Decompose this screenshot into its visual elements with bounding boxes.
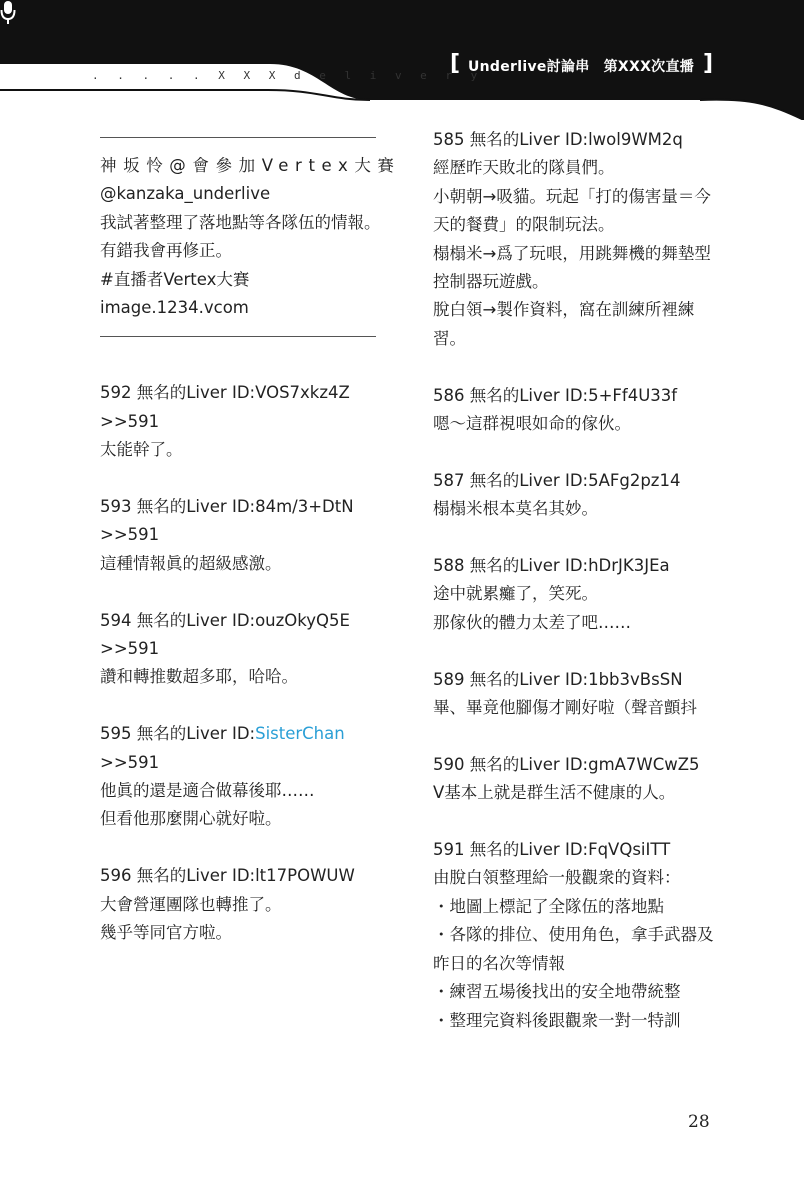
post-line: 太能幹了。 <box>100 440 183 460</box>
embedded-tweet <box>100 152 401 322</box>
banner-title <box>468 56 694 76</box>
right-column <box>433 126 723 1035</box>
tweet-image-link: image.1234.vcom <box>100 298 249 318</box>
tweet-author-name: 神坂怜@會參加Vertex大賽 <box>100 156 401 175</box>
left-column <box>100 126 401 948</box>
post-line: 榻榻米根本莫名其妙。 <box>433 499 598 519</box>
post-line: 由脫白領整理給一般觀衆的資料： <box>433 868 681 888</box>
tweet-hashtag: #直播者Vertex大賽 <box>100 269 250 289</box>
forum-post <box>433 666 723 723</box>
post-line: 大會營運團隊也轉推了。 <box>100 894 282 914</box>
tweet-author-handle: @kanzaka_underlive <box>100 184 271 204</box>
post-header: 596 無名的Liver ID:lt17POWUW <box>100 866 355 886</box>
forum-post <box>433 751 723 808</box>
banner-stream-number: 第XXX次直播 <box>603 59 695 75</box>
post-line: 讚和轉推數超多耶，哈哈。 <box>100 667 298 687</box>
post-list-item: ・地圖上標記了全隊伍的落地點 <box>433 896 664 916</box>
post-header: 588 無名的Liver ID:hDrJK3JEa <box>433 556 670 576</box>
tweet-line: 我試著整理了落地點等各隊伍的情報。 <box>100 212 381 232</box>
post-reply-ref: >>591 <box>100 411 160 431</box>
post-line: 脫白領→製作資料，窩在訓練所裡練習。 <box>433 300 695 348</box>
post-header: 592 無名的Liver ID:VOS7xkz4Z <box>100 383 350 403</box>
post-list-item: ・練習五場後找出的安全地帶統整 <box>433 982 681 1002</box>
post-line: 畢、畢竟他腳傷才剛好啦（聲音顫抖 <box>433 698 697 718</box>
post-line: 小朝朝→吸貓。玩起「打的傷害量＝今天的餐費」的限制玩法。 <box>433 186 711 235</box>
forum-post <box>100 607 385 692</box>
poster-id-link[interactable]: SisterChan <box>255 724 345 744</box>
forum-post <box>100 862 385 947</box>
bracket-close: ] <box>703 51 714 76</box>
page-header <box>0 0 804 120</box>
post-header: 589 無名的Liver ID:1bb3vBsSN <box>433 669 683 689</box>
post-header <box>100 720 385 748</box>
post-line: 但看他那麼開心就好啦。 <box>100 809 282 829</box>
post-header: 590 無名的Liver ID:gmA7WCwZ5 <box>433 754 700 774</box>
forum-post <box>433 836 723 1035</box>
post-line: 榻榻米→爲了玩哏，用跳舞機的舞墊型控制器玩遊戲。 <box>433 243 711 292</box>
forum-post <box>100 493 385 578</box>
tweet-divider-bottom <box>100 336 376 337</box>
post-header-prefix: 595 無名的Liver ID: <box>100 724 256 744</box>
post-line: 途中就累癱了，笑死。 <box>433 584 598 604</box>
post-reply-ref: >>591 <box>100 525 160 545</box>
forum-post <box>100 720 385 834</box>
bracket-open: [ <box>450 51 461 76</box>
post-header: 586 無名的Liver ID:5+Ff4U33f <box>433 385 678 405</box>
banner-thread-name: Underlive討論串 <box>468 59 590 75</box>
forum-post <box>433 382 723 439</box>
post-header: 585 無名的Liver ID:lwol9WM2q <box>433 130 683 149</box>
post-line: 嗯～這群視哏如命的傢伙。 <box>433 414 631 434</box>
post-reply-ref: >>591 <box>100 639 160 659</box>
post-line: 那傢伙的體力太差了吧…… <box>433 612 631 632</box>
post-header: 594 無名的Liver ID:ouzOkyQ5E <box>100 610 350 630</box>
post-list-item: ・各隊的排位、使用角色，拿手武器及昨日的名次等情報 <box>433 925 714 973</box>
post-reply-ref: >>591 <box>100 752 160 772</box>
forum-post <box>433 552 723 637</box>
forum-post <box>100 379 385 464</box>
running-title: . . . . . X X X d e l i v e r y <box>92 69 484 82</box>
post-line: 這種情報眞的超級感激。 <box>100 553 282 573</box>
microphone-icon <box>0 0 16 26</box>
tweet-divider-top <box>100 137 376 138</box>
post-line: 他眞的還是適合做幕後耶…… <box>100 781 315 801</box>
post-list-item: ・整理完資料後跟觀衆一對一特訓 <box>433 1010 681 1030</box>
post-line: 幾乎等同官方啦。 <box>100 923 232 943</box>
post-header: 591 無名的Liver ID:FqVQsiITT <box>433 840 671 860</box>
post-header: 587 無名的Liver ID:5AFg2pz14 <box>433 470 681 490</box>
forum-post <box>433 467 723 524</box>
forum-post <box>433 126 723 353</box>
post-line: V基本上就是群生活不健康的人。 <box>433 783 676 803</box>
post-header: 593 無名的Liver ID:84m/3+DtN <box>100 497 354 517</box>
left-post-list <box>100 379 385 947</box>
tweet-line: 有錯我會再修正。 <box>100 241 232 261</box>
page-number: 28 <box>688 1112 710 1132</box>
post-line: 經歷昨天敗北的隊員們。 <box>433 158 615 178</box>
